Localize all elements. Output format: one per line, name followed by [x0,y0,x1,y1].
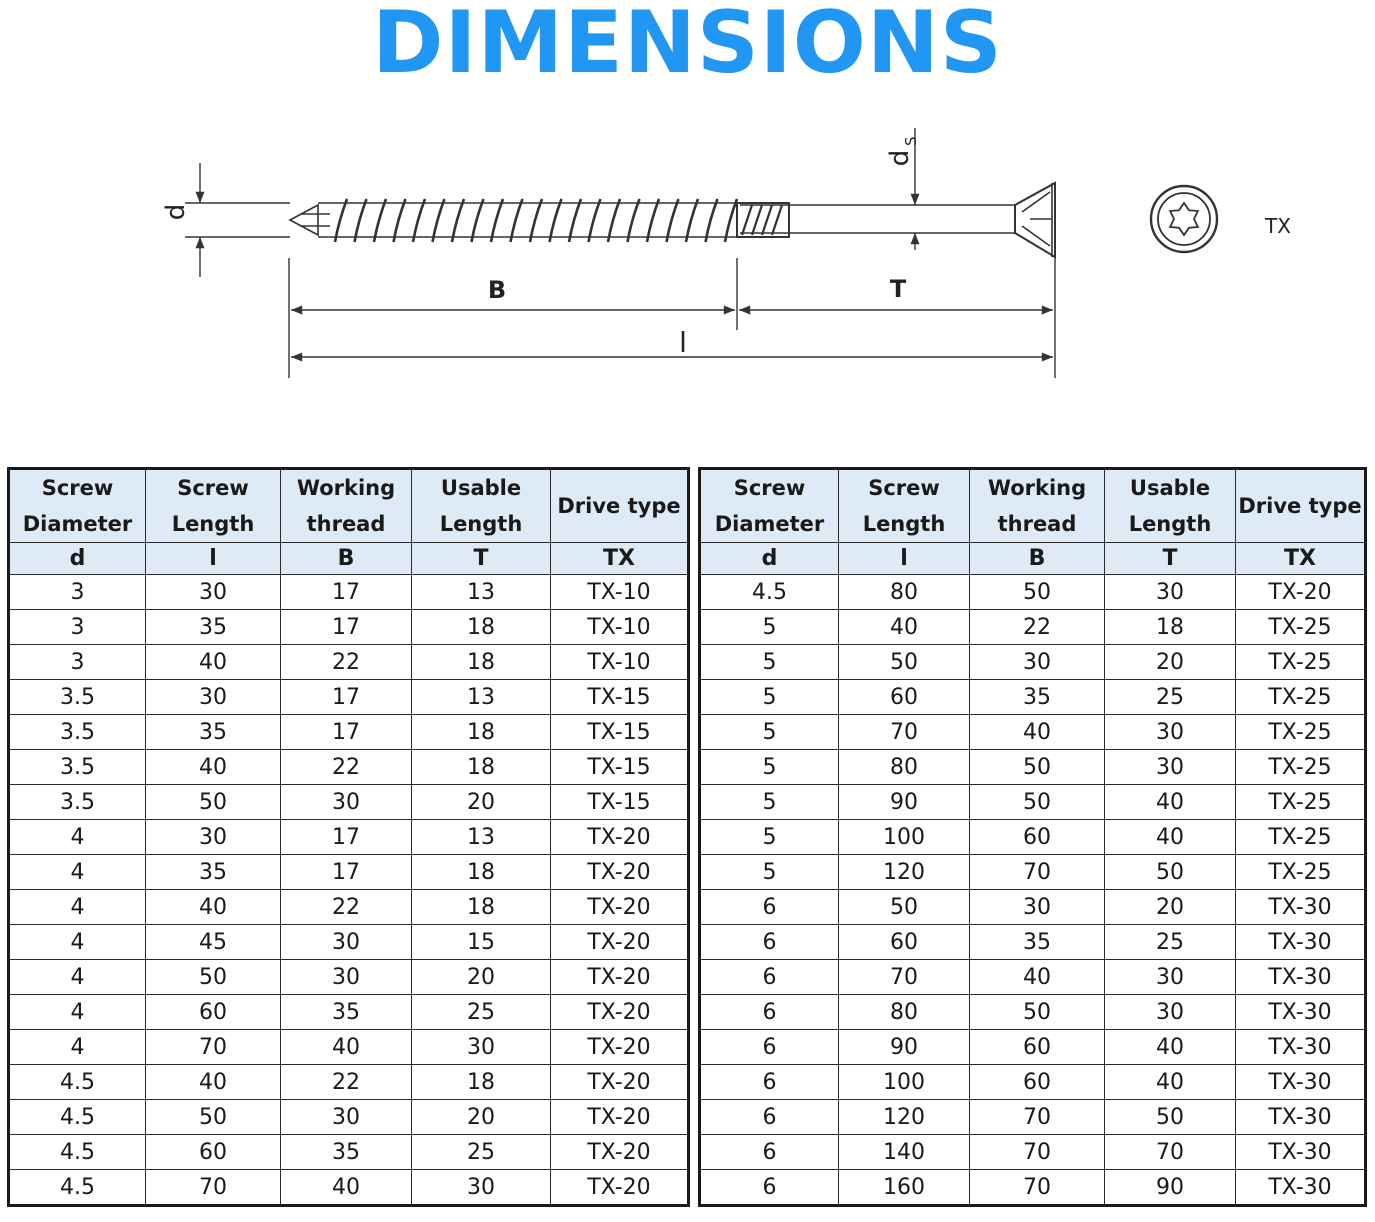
cell-length: 90 [839,785,970,820]
cell-usable-length: 20 [412,960,551,995]
thread-turn [394,199,406,242]
cell-working-thread: 30 [970,890,1105,925]
cell-drive-type: TX-30 [1236,1030,1366,1065]
table-row [700,1135,1366,1170]
cell-usable-length: 25 [1105,925,1236,960]
cell-working-thread: 22 [281,645,412,680]
table-row [9,680,689,715]
header-screw-diameter: Screw Diameter [9,469,146,543]
symbol-b: B [281,543,412,575]
thread-turn [374,199,386,242]
cell-length: 100 [839,1065,970,1100]
cell-usable-length: 30 [1105,575,1236,610]
symbol-b: B [970,543,1105,575]
cell-working-thread: 17 [281,820,412,855]
cell-diameter: 6 [700,960,839,995]
cell-drive-type: TX-15 [551,680,689,715]
cell-working-thread: 70 [970,1100,1105,1135]
cell-length: 30 [146,575,281,610]
shank-diameter-label [885,136,920,166]
cell-usable-length: 30 [1105,715,1236,750]
cell-drive-type: TX-25 [1236,715,1366,750]
cell-usable-length: 40 [1105,1030,1236,1065]
cell-working-thread: 30 [281,785,412,820]
cell-working-thread: 70 [970,855,1105,890]
cell-usable-length: 30 [1105,995,1236,1030]
cell-usable-length: 20 [412,1100,551,1135]
cell-drive-type: TX-30 [1236,925,1366,960]
thread-turn [550,199,562,242]
cell-drive-type: TX-25 [1236,820,1366,855]
cell-diameter: 4 [9,890,146,925]
table-row [9,855,689,890]
cell-usable-length: 15 [412,925,551,960]
cell-usable-length: 40 [1105,1065,1236,1100]
symbol-t: T [412,543,551,575]
symbol-d: d [9,543,146,575]
cell-working-thread: 30 [281,1100,412,1135]
cell-usable-length: 50 [1105,855,1236,890]
cell-working-thread: 17 [281,610,412,645]
thread-turn [647,199,659,242]
cell-usable-length: 20 [1105,645,1236,680]
cell-drive-type: TX-15 [551,785,689,820]
dimension-table-left [7,467,690,1207]
cell-usable-length: 20 [1105,890,1236,925]
table-row [700,715,1366,750]
header-usable-length: Usable Length [1105,469,1236,543]
thread-turn [491,199,503,242]
table-row [9,995,689,1030]
cell-usable-length: 18 [412,1065,551,1100]
cell-diameter: 6 [700,1135,839,1170]
cell-diameter: 5 [700,750,839,785]
symbol-l: l [839,543,970,575]
table-row [700,785,1366,820]
cell-drive-type: TX-20 [551,820,689,855]
cell-usable-length: 30 [1105,960,1236,995]
table-row [700,820,1366,855]
cell-length: 50 [839,645,970,680]
symbol-t: T [1105,543,1236,575]
cell-drive-type: TX-20 [551,960,689,995]
cell-usable-length: 70 [1105,1135,1236,1170]
cell-drive-type: TX-20 [551,925,689,960]
cell-usable-length: 13 [412,575,551,610]
cell-diameter: 5 [700,855,839,890]
cell-working-thread: 50 [970,995,1105,1030]
cell-diameter: 5 [700,645,839,680]
screw-drawing-svg [0,110,1375,410]
table-row [9,890,689,925]
cell-diameter: 3.5 [9,785,146,820]
table-row [700,680,1366,715]
cell-usable-length: 50 [1105,1100,1236,1135]
table-row [700,1100,1366,1135]
cell-drive-type: TX-15 [551,715,689,750]
cell-length: 60 [146,995,281,1030]
cell-working-thread: 17 [281,680,412,715]
cell-diameter: 4.5 [9,1100,146,1135]
cell-length: 50 [839,890,970,925]
cell-diameter: 4.5 [700,575,839,610]
thread-turn [667,199,679,242]
thread-turn [355,199,367,242]
torx-drive-icon [1151,186,1217,252]
cell-drive-type: TX-30 [1236,1100,1366,1135]
cell-usable-length: 40 [1105,785,1236,820]
table-row [700,995,1366,1030]
cell-length: 40 [146,890,281,925]
thread-turn [530,199,542,242]
table-row [700,1030,1366,1065]
dimension-lines [185,128,1055,378]
table-row [700,960,1366,995]
cell-length: 45 [146,925,281,960]
table-row [9,1065,689,1100]
thread-turn [472,199,484,242]
cell-drive-type: TX-10 [551,575,689,610]
header-drive-type: Drive type [1236,469,1366,543]
table-row [700,610,1366,645]
table-body-right [700,575,1366,1206]
table-row [700,1065,1366,1100]
cell-working-thread: 35 [281,1135,412,1170]
cell-length: 60 [146,1135,281,1170]
cell-drive-type: TX-20 [551,1065,689,1100]
symbol-d: d [700,543,839,575]
symbol-l: l [146,543,281,575]
cell-drive-type: TX-30 [1236,995,1366,1030]
cell-usable-length: 25 [412,995,551,1030]
cell-working-thread: 30 [970,645,1105,680]
cell-drive-type: TX-20 [551,1135,689,1170]
cell-diameter: 5 [700,680,839,715]
table-header-row [700,469,1366,543]
cell-diameter: 6 [700,1030,839,1065]
cell-diameter: 4 [9,1030,146,1065]
cell-length: 80 [839,575,970,610]
table-row [9,715,689,750]
thread-turn [706,199,718,242]
symbol-tx: TX [551,543,689,575]
cell-diameter: 5 [700,610,839,645]
cell-length: 40 [146,645,281,680]
cell-length: 120 [839,1100,970,1135]
header-usable-length: Usable Length [412,469,551,543]
cell-working-thread: 60 [970,1065,1105,1100]
thread-turn [413,199,425,242]
cell-usable-length: 13 [412,680,551,715]
cell-drive-type: TX-30 [1236,890,1366,925]
cell-working-thread: 22 [281,750,412,785]
header-working-thread: Working thread [970,469,1105,543]
table-body-left [9,575,689,1206]
cell-diameter: 6 [700,1170,839,1206]
cell-working-thread: 22 [970,610,1105,645]
cell-length: 70 [839,960,970,995]
cell-diameter: 4 [9,820,146,855]
cell-length: 35 [146,610,281,645]
cell-diameter: 6 [700,995,839,1030]
cell-length: 40 [146,1065,281,1100]
cell-diameter: 5 [700,715,839,750]
cell-usable-length: 18 [1105,610,1236,645]
cell-working-thread: 70 [970,1170,1105,1206]
cell-diameter: 4 [9,855,146,890]
cell-length: 35 [146,855,281,890]
thread-turn [725,199,737,242]
cell-length: 35 [146,715,281,750]
cell-diameter: 6 [700,890,839,925]
table-row [700,855,1366,890]
table-row [700,750,1366,785]
header-drive-type: Drive type [551,469,689,543]
cell-usable-length: 25 [412,1135,551,1170]
cell-drive-type: TX-20 [551,1170,689,1206]
cell-length: 80 [839,995,970,1030]
cell-working-thread: 35 [970,925,1105,960]
table-row [700,645,1366,680]
cell-working-thread: 50 [970,785,1105,820]
thread-turn [686,199,698,242]
thread-turn [589,199,601,242]
cell-drive-type: TX-30 [1236,1135,1366,1170]
cell-diameter: 3 [9,645,146,680]
page-title: DIMENSIONS [372,0,1003,93]
cell-working-thread: 40 [970,960,1105,995]
cell-drive-type: TX-25 [1236,680,1366,715]
screw-dimension-drawing [0,110,1375,410]
cell-diameter: 3 [9,610,146,645]
symbol-tx: TX [1236,543,1366,575]
table-row [700,890,1366,925]
thread-turn [569,199,581,242]
table-row [700,925,1366,960]
cell-diameter: 6 [700,1100,839,1135]
cell-usable-length: 13 [412,820,551,855]
cell-working-thread: 22 [281,1065,412,1100]
header-working-thread: Working thread [281,469,412,543]
cell-drive-type: TX-20 [1236,575,1366,610]
cell-working-thread: 17 [281,575,412,610]
table-row [9,1100,689,1135]
cell-length: 120 [839,855,970,890]
cell-drive-type: TX-15 [551,750,689,785]
diameter-d-label: d [161,203,191,221]
cell-working-thread: 30 [281,925,412,960]
cell-diameter: 4.5 [9,1135,146,1170]
cell-usable-length: 18 [412,645,551,680]
cell-length: 70 [839,715,970,750]
cell-usable-length: 20 [412,785,551,820]
drive-type-label: TX [1265,214,1291,238]
cell-usable-length: 30 [412,1170,551,1206]
table-row [9,925,689,960]
table-row [9,575,689,610]
dimension-table-right [698,467,1367,1207]
cell-working-thread: 40 [281,1030,412,1065]
cell-length: 50 [146,785,281,820]
thread-helix [335,199,737,242]
cell-working-thread: 50 [970,575,1105,610]
header-screw-length: Screw Length [146,469,281,543]
cell-usable-length: 30 [1105,750,1236,785]
ds-main-label: d [885,149,915,167]
table-row [9,610,689,645]
cell-drive-type: TX-25 [1236,610,1366,645]
table-row [9,1170,689,1206]
thread-turn [335,199,347,242]
thread-turn [628,199,640,242]
cell-working-thread: 35 [281,995,412,1030]
cell-diameter: 6 [700,1065,839,1100]
cell-usable-length: 18 [412,610,551,645]
cell-working-thread: 17 [281,715,412,750]
cell-working-thread: 60 [970,820,1105,855]
cell-drive-type: TX-20 [551,995,689,1030]
table-row [9,960,689,995]
cell-diameter: 3 [9,575,146,610]
header-screw-diameter: Screw Diameter [700,469,839,543]
cell-working-thread: 70 [970,1135,1105,1170]
table-row [700,575,1366,610]
cell-drive-type: TX-20 [551,855,689,890]
table-row [9,750,689,785]
cell-usable-length: 18 [412,855,551,890]
cell-drive-type: TX-25 [1236,855,1366,890]
cell-drive-type: TX-20 [551,1100,689,1135]
cell-usable-length: 18 [412,715,551,750]
table-symbol-row [9,543,689,575]
cell-length: 140 [839,1135,970,1170]
dimension-tables [7,467,1367,1220]
cell-diameter: 3.5 [9,715,146,750]
table-symbol-row [700,543,1366,575]
cell-length: 30 [146,820,281,855]
cell-diameter: 3.5 [9,680,146,715]
thread-turn [452,199,464,242]
cell-diameter: 4.5 [9,1065,146,1100]
table-row [9,820,689,855]
cell-diameter: 4 [9,925,146,960]
cell-length: 40 [839,610,970,645]
cell-length: 80 [839,750,970,785]
cell-length: 60 [839,925,970,960]
thread-turn [608,199,620,242]
cell-working-thread: 40 [970,715,1105,750]
cell-working-thread: 17 [281,855,412,890]
cell-usable-length: 40 [1105,820,1236,855]
cell-drive-type: TX-25 [1236,750,1366,785]
cell-length: 100 [839,820,970,855]
cell-usable-length: 18 [412,750,551,785]
thread-turn [433,199,445,242]
cell-working-thread: 35 [970,680,1105,715]
cell-length: 30 [146,680,281,715]
cell-length: 90 [839,1030,970,1065]
cell-working-thread: 50 [970,750,1105,785]
cell-usable-length: 90 [1105,1170,1236,1206]
cell-length: 70 [146,1030,281,1065]
cell-diameter: 4 [9,995,146,1030]
cell-drive-type: TX-25 [1236,645,1366,680]
cell-working-thread: 40 [281,1170,412,1206]
thread-turn [511,199,523,242]
usable-length-t-label: T [889,275,907,303]
cell-usable-length: 25 [1105,680,1236,715]
screw-length-l-label: l [679,326,687,359]
cell-drive-type: TX-30 [1236,1170,1366,1206]
cell-length: 50 [146,1100,281,1135]
cell-working-thread: 22 [281,890,412,925]
cell-diameter: 4.5 [9,1170,146,1206]
table-row [9,645,689,680]
table-row [9,785,689,820]
cell-drive-type: TX-30 [1236,1065,1366,1100]
working-thread-b-label: B [487,276,507,304]
header-screw-length: Screw Length [839,469,970,543]
cell-drive-type: TX-30 [1236,960,1366,995]
cell-usable-length: 30 [412,1030,551,1065]
cell-drive-type: TX-25 [1236,785,1366,820]
cell-drive-type: TX-10 [551,645,689,680]
cell-diameter: 5 [700,785,839,820]
cell-diameter: 3.5 [9,750,146,785]
table-row [9,1135,689,1170]
cell-length: 70 [146,1170,281,1206]
table-row [700,1170,1366,1206]
cell-length: 50 [146,960,281,995]
cell-diameter: 5 [700,820,839,855]
cell-working-thread: 60 [970,1030,1105,1065]
cell-diameter: 6 [700,925,839,960]
cell-drive-type: TX-20 [551,1030,689,1065]
cell-drive-type: TX-10 [551,610,689,645]
cell-diameter: 4 [9,960,146,995]
cell-length: 60 [839,680,970,715]
cell-usable-length: 18 [412,890,551,925]
table-row [9,1030,689,1065]
cell-drive-type: TX-20 [551,890,689,925]
ds-sub-label: S [902,136,920,146]
cell-length: 40 [146,750,281,785]
table-header-row [9,469,689,543]
cell-working-thread: 30 [281,960,412,995]
cell-length: 160 [839,1170,970,1206]
